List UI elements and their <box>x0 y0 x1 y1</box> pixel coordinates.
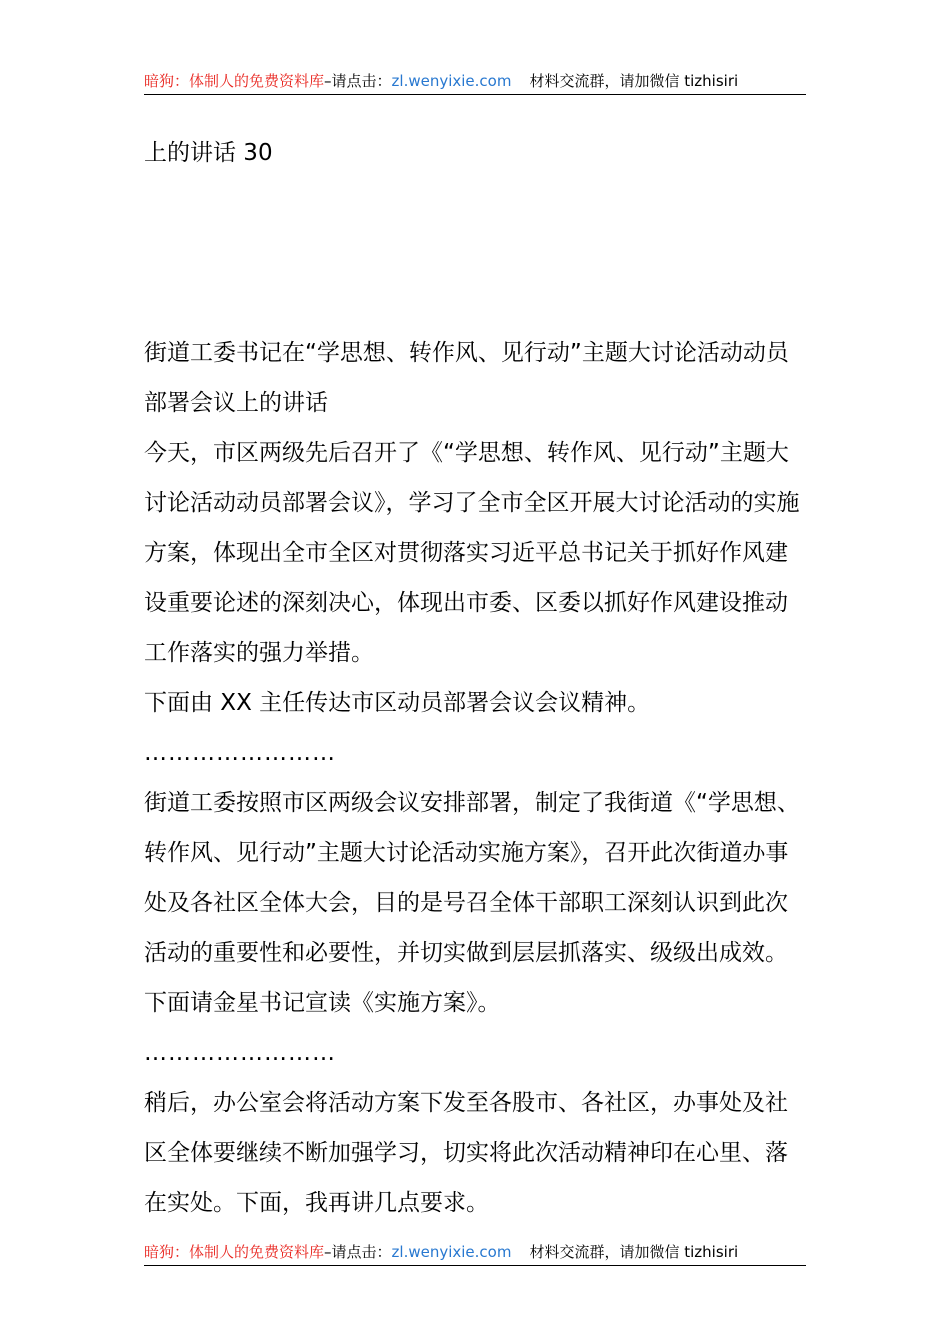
header-brand: 暗狗：体制人的免费资料库 <box>144 72 325 90</box>
footer-wechat-note: 材料交流群，请加微信 tizhisiri <box>529 1243 739 1261</box>
header-banner <box>144 72 806 95</box>
header-wechat-note: 材料交流群，请加微信 tizhisiri <box>529 72 739 90</box>
paragraph-opening: 今天，市区两级先后召开了《“学思想、转作风、见行动”主题大讨论活动动员部署会议》，学习了全市全区开展大讨论活动的实施方案，体现出全市全区对贯彻落实习近平总书记关于抓好作风建设重要论述的深刻决心，体现出市委、区委以抓好作风建设推动工作落实的强力举措。 <box>144 440 800 666</box>
header-click-prompt: –请点击： <box>324 72 392 90</box>
ellipsis-separator: …………………… <box>144 1040 336 1066</box>
continuation-block <box>144 128 808 178</box>
paragraph-transmit: 下面由 XX 主任传达市区动员部署会议会议精神。 <box>144 690 651 716</box>
footer-click-prompt: –请点击： <box>324 1243 392 1261</box>
document-title: 街道工委书记在“学思想、转作风、见行动”主题大讨论活动动员部署会议上的讲话 <box>144 340 789 416</box>
header-url-link[interactable]: zl.wenyixie.com <box>391 72 512 90</box>
document-content <box>144 328 808 1228</box>
continuation-line: 上的讲话 30 <box>144 140 273 166</box>
ellipsis-separator: …………………… <box>144 740 336 766</box>
footer-brand: 暗狗：体制人的免费资料库 <box>144 1243 325 1261</box>
paragraph-followup: 稍后，办公室会将活动方案下发至各股市、各社区，办事处及社区全体要继续不断加强学习，切实将此次活动精神印在心里、落在实处。下面，我再讲几点要求。 <box>144 1090 788 1216</box>
paragraph-plan: 街道工委按照市区两级会议安排部署，制定了我街道《“学思想、转作风、见行动”主题大讨论活动实施方案》，召开此次街道办事处及各社区全体大会，目的是号召全体干部职工深刻认识到此次活动的重要性和必要性，并切实做到层层抓落实、级级出成效。下面请金星书记宣读《实施方案》。 <box>144 790 800 1016</box>
footer-url-link[interactable]: zl.wenyixie.com <box>391 1243 512 1261</box>
footer-banner <box>144 1243 806 1266</box>
